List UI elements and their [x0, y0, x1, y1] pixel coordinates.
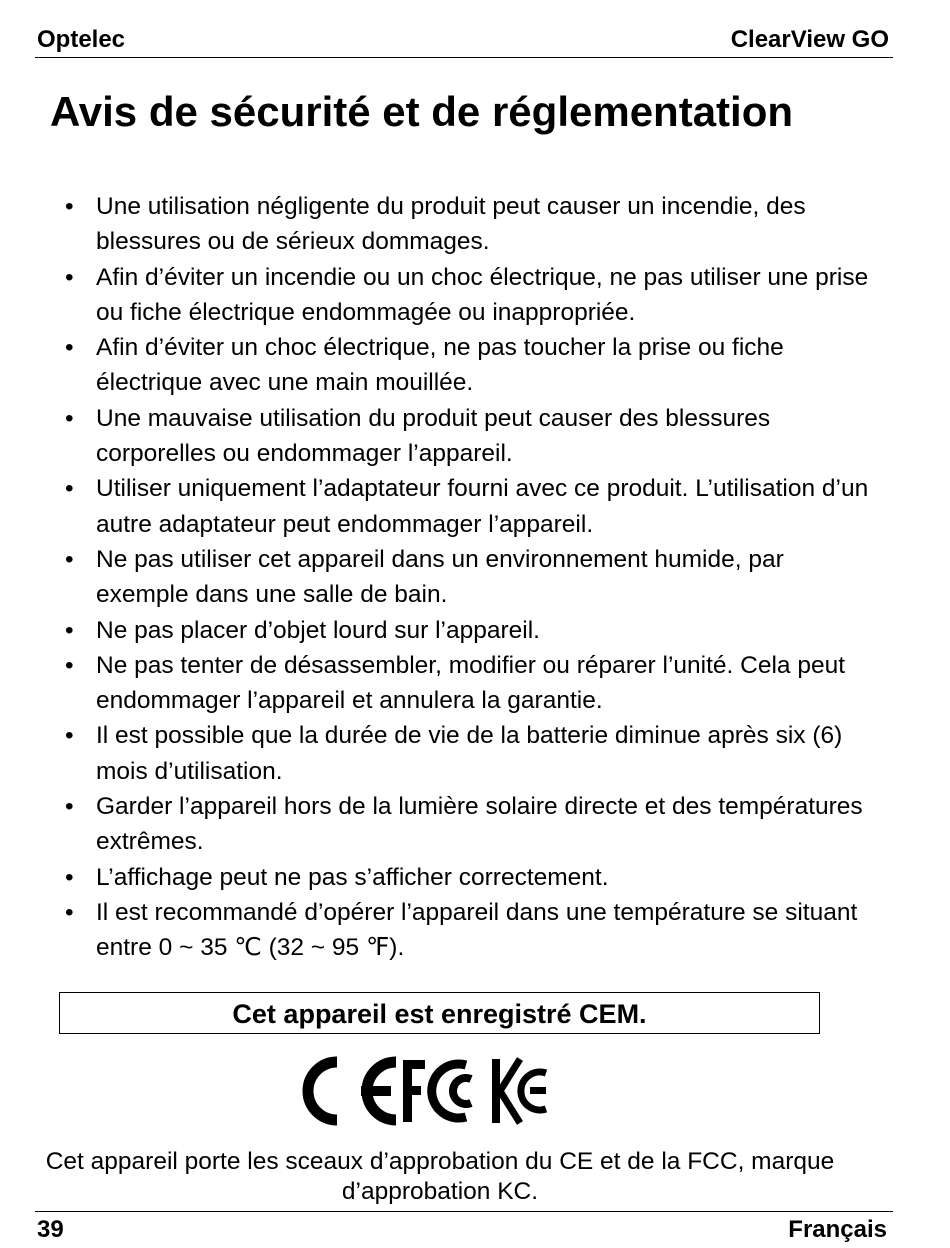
language-label: Français	[788, 1216, 887, 1243]
brand-name: Optelec	[37, 26, 126, 53]
list-item: • Ne pas tenter de désassembler, modifier ou réparer l’unité. Cela peut endommager l’appareil et annulera la garantie.	[60, 648, 880, 719]
approval-line: Cet appareil porte les sceaux d’approbation du CE et de la FCC, marque	[45, 1148, 835, 1175]
list-item: • L’affichage peut ne pas s’afficher correctement.	[60, 860, 880, 895]
page-footer	[35, 1211, 893, 1246]
list-item: • Une utilisation négligente du produit peut causer un incendie, des blessures ou de sérieux dommages.	[60, 189, 880, 260]
list-item: • Ne pas utiliser cet appareil dans un environnement humide, par exemple dans une salle de bain.	[60, 542, 880, 613]
page-number: 39	[37, 1216, 64, 1243]
list-item: • Utiliser uniquement l’adaptateur fourni avec ce produit. L’utilisation d’un autre adaptateur peut endommager l’appareil.	[60, 471, 880, 542]
list-item: • Garder l’appareil hors de la lumière solaire directe et des températures extrêmes.	[60, 789, 880, 860]
list-item: • Il est recommandé d’opérer l’appareil dans une température se situant entre 0 ~ 35 ℃ (32 ~ 95 ℉).	[60, 895, 880, 966]
page-header	[35, 24, 893, 58]
approval-statement	[0, 1147, 880, 1207]
list-item: • Afin d’éviter un incendie ou un choc électrique, ne pas utiliser une prise ou fiche électrique endommagée ou inappropriée.	[60, 260, 880, 331]
list-item: • Ne pas placer d’objet lourd sur l’appareil.	[60, 613, 880, 648]
product-name: ClearView GO	[730, 26, 889, 53]
cem-notice-box: Cet appareil est enregistré CEM.	[59, 992, 820, 1034]
safety-list	[60, 189, 880, 966]
fcc-logo	[403, 1060, 471, 1122]
list-item: • Afin d’éviter un choc électrique, ne pas toucher la prise ou fiche électrique avec une main mouillée.	[60, 330, 880, 401]
list-item: • Il est possible que la durée de vie de la batterie diminue après six (6) mois d’utilisation.	[60, 718, 880, 789]
ce-logo	[308, 1062, 396, 1120]
certification-logos	[286, 1053, 550, 1129]
kc-logo	[492, 1059, 546, 1123]
approval-line: d’approbation KC.	[341, 1178, 539, 1205]
list-item: • Une mauvaise utilisation du produit peut causer des blessures corporelles ou endommager l’appareil.	[60, 401, 880, 472]
page-title: Avis de sécurité et de réglementation	[50, 88, 794, 135]
